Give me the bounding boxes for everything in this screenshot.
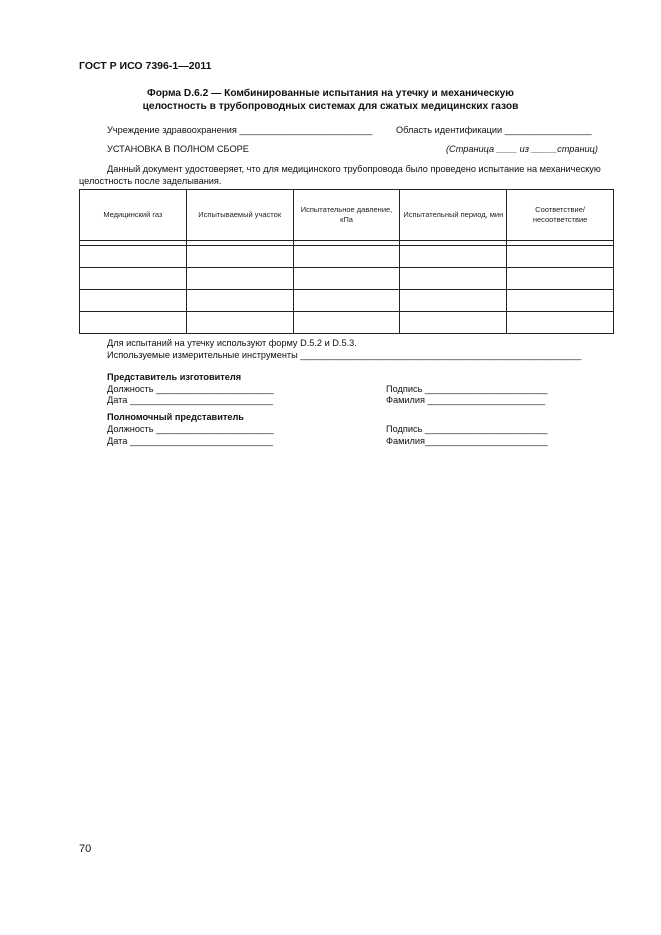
form-title-line1: Форма D.6.2 — Комбинированные испытания на утечку и механическую [147, 88, 514, 99]
col-test-period: Испытательный период, мин [400, 190, 507, 241]
col-medical-gas: Медицинский газ [80, 190, 187, 241]
table-header-row [80, 190, 614, 241]
manufacturer-position-field: Должность _______________________ [107, 384, 274, 394]
manufacturer-surname-field: Фамилия _______________________ [386, 395, 546, 405]
form-title-line2: целостность в трубопроводных системах для сжатых медицинских газов [142, 101, 519, 112]
installation-label: УСТАНОВКА В ПОЛНОМ СБОРЕ [107, 144, 249, 154]
table-row [80, 246, 614, 268]
authorized-surname-field: Фамилия________________________ [386, 436, 548, 446]
col-compliance: Соответствие/ несоответствие [507, 190, 614, 241]
instruments-field: Используемые измерительные инструменты _______________________________________________________ [107, 350, 582, 360]
page-number: 70 [79, 843, 92, 855]
identification-area-field: Область идентификации _________________ [396, 125, 592, 135]
leak-test-note: Для испытаний на утечку используют форму D.5.2 и D.5.3. [107, 338, 357, 348]
manufacturer-rep-heading: Представитель изготовителя [107, 372, 242, 382]
table-row [80, 268, 614, 290]
page-counter-field: (Страница ____ из _____страниц) [446, 144, 598, 154]
test-results-table [79, 189, 614, 334]
authorized-position-field: Должность _______________________ [107, 424, 274, 434]
manufacturer-date-field: Дата ____________________________ [107, 395, 273, 405]
col-test-pressure: Испытательное давление, кПа [293, 190, 400, 241]
table-row [80, 290, 614, 312]
standard-header: ГОСТ Р ИСО 7396-1—2011 [79, 60, 212, 72]
authorized-signature-field: Подпись ________________________ [386, 424, 548, 434]
table-row [80, 312, 614, 334]
certification-text: Данный документ удостоверяет, что для медицинского трубопровода было проведено испытание на механическую целостность после заделывания. [79, 164, 601, 186]
institution-field: Учреждение здравоохранения __________________________ [107, 125, 373, 135]
col-test-section: Испытываемый участок [186, 190, 293, 241]
manufacturer-signature-field: Подпись ________________________ [386, 384, 548, 394]
authorized-rep-heading: Полномочный представитель [107, 412, 244, 422]
authorized-date-field: Дата ____________________________ [107, 436, 273, 446]
